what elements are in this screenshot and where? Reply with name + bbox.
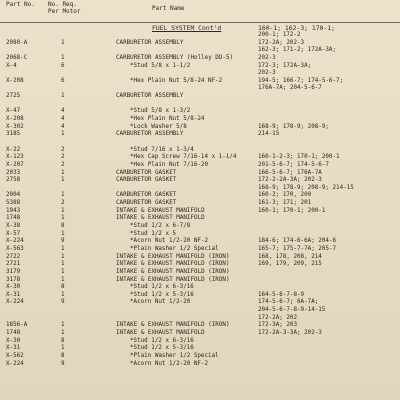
part-name: INTAKE & EXHAUST MANIFOLD (IRON) [116, 276, 230, 283]
quantity: 1 [61, 261, 65, 268]
part-name: INTAKE & EXHAUST MANIFOLD (IRON) [116, 268, 230, 275]
reference: 160-2; 170, 200 [258, 192, 312, 199]
reference: 168-9; 178-9; 208-9; 214-15 [258, 184, 354, 191]
part-name: INTAKE & EXHAUST MANIFOLD [116, 207, 205, 214]
part-number: 2033 [6, 169, 21, 176]
table-row [6, 170, 396, 178]
part-name: CARBURETOR ASSEMBLY [116, 131, 184, 138]
part-number: 5388 [6, 200, 21, 207]
quantity: 1 [61, 93, 65, 100]
part-number: 3185 [6, 131, 21, 138]
table-row [6, 78, 396, 86]
reference: 164-5-6-7-8-9 [258, 291, 305, 298]
reference: 172-2A-3-3A; 202-3 [258, 329, 322, 336]
part-number: X-224 [6, 238, 24, 245]
part-number: X-224 [6, 299, 24, 306]
quantity: 8 [61, 223, 65, 230]
table-row [6, 63, 396, 71]
reference: 176A-7A; 204-5-6-7 [258, 85, 322, 92]
part-name: CARBURETOR ASSEMBLY [116, 39, 184, 46]
part-number: X-47 [6, 108, 21, 115]
reference: 169, 179, 209, 215 [258, 261, 322, 268]
table-row [6, 162, 396, 170]
table-row [6, 32, 396, 40]
table-row [6, 246, 396, 254]
part-name: *Lock Washer 5/8 [130, 123, 187, 130]
per-motor-header: Per Motor [48, 8, 81, 15]
reference: 160-1-2-3; 170-1; 200-1 [258, 154, 340, 161]
part-name: *Stud 1/2 x 5 [130, 230, 177, 237]
reference: 172-3; 172A-3A; [258, 62, 312, 69]
part-number: X-123 [6, 154, 24, 161]
part-number: X-30 [6, 337, 21, 344]
part-name: *Acorn Nut 1/2-20 [130, 299, 191, 306]
reference: 204-5-6-7-8-9-14-15 [258, 307, 326, 314]
quantity: 9 [61, 299, 65, 306]
part-name: *Plain Washer 1/2 Special [130, 352, 219, 359]
quantity: 6 [61, 62, 65, 69]
table-row [6, 40, 396, 48]
table-row [6, 254, 396, 262]
part-name: INTAKE & EXHAUST MANIFOLD [116, 329, 205, 336]
reference: 194-5; 166-7; 174-5-6-7; [258, 77, 344, 84]
reference: 172-2A; 202 [258, 314, 298, 321]
quantity: 1 [61, 207, 65, 214]
reference: 172-2-2A-3A; 202-3 [258, 177, 322, 184]
table-row [6, 261, 396, 269]
table-row [6, 322, 396, 330]
table-row [6, 139, 396, 147]
table-row [6, 299, 396, 307]
table-row [6, 338, 396, 346]
table-row [6, 124, 396, 132]
reference: 202-3 [258, 54, 276, 61]
reference: 214-15 [258, 131, 280, 138]
table-row [6, 353, 396, 361]
quantity: 1 [61, 268, 65, 275]
table-row [6, 116, 396, 124]
part-number: 1856-A [6, 322, 28, 329]
part-number: 2758 [6, 177, 21, 184]
part-number: X-31 [6, 291, 21, 298]
table-row [6, 154, 396, 162]
part-name: CARBURETOR GASKET [116, 200, 177, 207]
table-row [6, 185, 396, 193]
reference: 174-5-6-7; 6A-7A; [258, 299, 319, 306]
part-number: X-57 [6, 230, 21, 237]
quantity: 1 [61, 291, 65, 298]
part-name: CARBURETOR ASSEMBLY [116, 93, 184, 100]
part-number: X-207 [6, 161, 24, 168]
column-header [0, 0, 400, 23]
part-name: CARBURETOR GASKET [116, 169, 177, 176]
quantity: 1 [61, 215, 65, 222]
quantity: 9 [61, 360, 65, 367]
quantity: 1 [61, 245, 65, 252]
part-number: X-208 [6, 116, 24, 123]
section-title: FUEL SYSTEM Cont'd [152, 24, 222, 32]
reference: 161-3; 171; 201 [258, 200, 312, 207]
table-row [6, 231, 396, 239]
part-name: *Hex Plain Nut 5/8-24 [130, 116, 205, 123]
table-row [6, 330, 396, 338]
quantity: 1 [61, 39, 65, 46]
part-name: INTAKE & EXHAUST MANIFOLD (IRON) [116, 322, 230, 329]
table-row [6, 277, 396, 285]
part-number: 1748 [6, 329, 21, 336]
part-name: *Stud 1/2 x 5-3/16 [130, 291, 194, 298]
table-row [6, 177, 396, 185]
quantity: 1 [61, 177, 65, 184]
table-row [6, 315, 396, 323]
quantity: 8 [61, 284, 65, 291]
part-number: X-302 [6, 123, 24, 130]
part-name: INTAKE & EXHAUST MANIFOLD (IRON) [116, 261, 230, 268]
table-row [6, 200, 396, 208]
quantity: 2 [61, 154, 65, 161]
part-number: X-562 [6, 352, 24, 359]
reference: 168-9; 178-9; 208-9; [258, 123, 329, 130]
part-name: *Stud 1/2 x 6-3/16 [130, 337, 194, 344]
part-number: 2721 [6, 261, 21, 268]
table-row [6, 55, 396, 63]
table-row [6, 108, 396, 116]
reference: 166-5-6-7; 176A-7A [258, 169, 322, 176]
part-number: X-38 [6, 223, 21, 230]
part-number: X-563 [6, 245, 24, 252]
table-row [6, 131, 396, 139]
part-number: X-224 [6, 360, 24, 367]
reference: 184-6; 174-6-6A; 204-6 [258, 238, 337, 245]
part-name: *Hex Plain Nut 7/16-20 [130, 161, 209, 168]
part-number: 2004 [6, 192, 21, 199]
part-name: INTAKE & EXHAUST MANIFOLD (IRON) [116, 253, 230, 260]
part-number: X-30 [6, 284, 21, 291]
table-row [6, 85, 396, 93]
part-name: *Stud 5/8 x 1-3/2 [130, 108, 191, 115]
part-name: *Hex Cap Screw 7/16-14 x 1-1/4 [130, 154, 237, 161]
reference: 162-3; 171-2; 172A-3A; [258, 47, 337, 54]
part-name: *Plain Washer 1/2 Special [130, 245, 219, 252]
part-number: 2068-C [6, 54, 28, 61]
quantity: 8 [61, 337, 65, 344]
quantity: 9 [61, 238, 65, 245]
part-name: *Hex Plain Nut 5/8-24 NF-2 [130, 77, 223, 84]
part-number: X-4 [6, 62, 17, 69]
quantity: 1 [61, 345, 65, 352]
table-row [6, 361, 396, 369]
part-number: 1943 [6, 207, 21, 214]
quantity: 4 [61, 123, 65, 130]
quantity: 1 [61, 329, 65, 336]
part-name: *Stud 1/2 x 6-7/8 [130, 223, 191, 230]
table-row [6, 307, 396, 315]
part-name: *Stud 5/8 x 1-1/2 [130, 62, 191, 69]
part-number: 2722 [6, 253, 21, 260]
quantity: 1 [61, 192, 65, 199]
reference: 165-7; 175-7-7A; 205-7 [258, 245, 337, 252]
table-row [6, 223, 396, 231]
part-name: *Stud 7/16 x 1-3/4 [130, 146, 194, 153]
table-row [6, 208, 396, 216]
part-number: 2725 [6, 93, 21, 100]
quantity: 1 [61, 276, 65, 283]
table-row [6, 47, 396, 55]
quantity: 4 [61, 116, 65, 123]
part-number: 3179 [6, 268, 21, 275]
quantity: 1 [61, 230, 65, 237]
part-number: 2080-A [6, 39, 28, 46]
reference: 202-3 [258, 70, 276, 77]
quantity: 1 [61, 131, 65, 138]
part-name: *Stud 1/2 x 6-3/16 [130, 284, 194, 291]
part-number: 1748 [6, 215, 21, 222]
quantity: 2 [61, 200, 65, 207]
part-number: 3178 [6, 276, 21, 283]
table-row [6, 93, 396, 101]
part-no-header: Part No. [6, 1, 35, 8]
quantity: 1 [61, 253, 65, 260]
reference: 160-1; 170-1; 200-1 [258, 207, 326, 214]
reference: 201-5-6-7; 174-5-6-7 [258, 161, 329, 168]
part-name: *Stud 1/2 x 5-3/16 [130, 345, 194, 352]
quantity: 8 [61, 352, 65, 359]
quantity: 1 [61, 169, 65, 176]
table-row [6, 269, 396, 277]
quantity: 2 [61, 146, 65, 153]
section-ref: 160-1; 162-3; 170-1; [258, 24, 335, 32]
part-name: CARBURETOR GASKET [116, 177, 177, 184]
table-row [6, 292, 396, 300]
quantity: 1 [61, 322, 65, 329]
part-name-header: Part Name [152, 5, 185, 12]
parts-table [6, 32, 396, 368]
part-name: INTAKE & EXHAUST MANIFOLD [116, 215, 205, 222]
table-row [6, 284, 396, 292]
table-row [6, 192, 396, 200]
table-row [6, 147, 396, 155]
part-name: CARBURETOR GASKET [116, 192, 177, 199]
no-req-header: No. Req. [48, 1, 77, 8]
part-name: *Acorn Nut 1/2-20 NF-2 [130, 238, 209, 245]
reference: 172-3A; 203 [258, 322, 298, 329]
reference: 200-1; 172-2 [258, 32, 301, 38]
table-row [6, 345, 396, 353]
part-number: X-31 [6, 345, 21, 352]
table-row [6, 215, 396, 223]
part-name: *Acorn Nut 1/2-20 NF-2 [130, 360, 209, 367]
table-row [6, 101, 396, 109]
quantity: 4 [61, 108, 65, 115]
reference: 172-2A; 202-3 [258, 39, 305, 46]
quantity: 6 [61, 77, 65, 84]
quantity: 2 [61, 161, 65, 168]
reference: 168, 178, 208, 214 [258, 253, 322, 260]
part-name: CARBURETOR ASSEMBLY (Holley DD-5) [116, 54, 234, 61]
part-number: X-22 [6, 146, 21, 153]
part-number: X-208 [6, 77, 24, 84]
quantity: 1 [61, 54, 65, 61]
table-row [6, 238, 396, 246]
table-row [6, 70, 396, 78]
